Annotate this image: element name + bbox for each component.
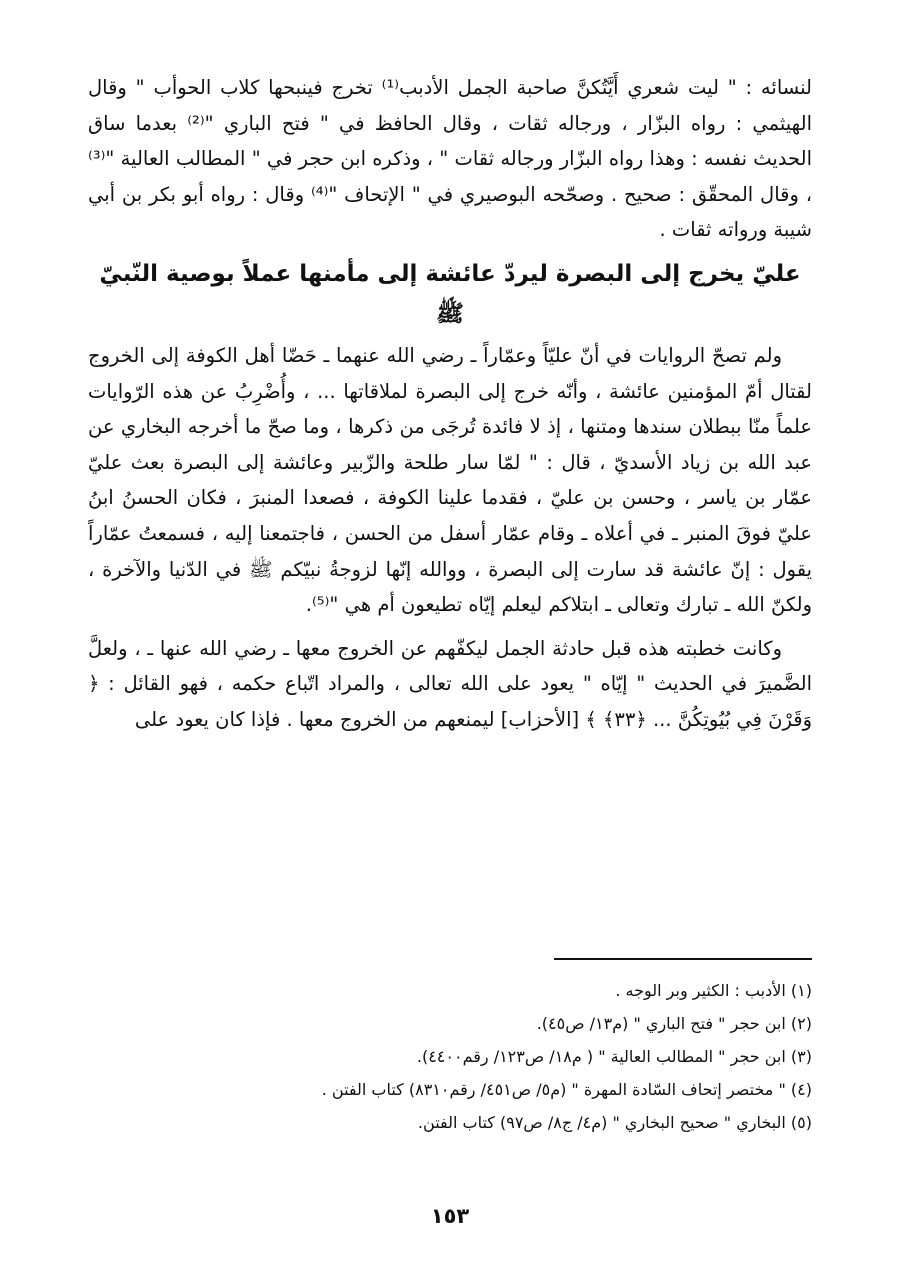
paragraph-1: ولم تصحّ الروايات في أنّ عليّاً وعمّاراً ـ رضي الله عنهما ـ حَضّا أهل الكوفة إلى الخروج لقتال أمّ المؤمنين عائشة ، وأنّه خرج إلى البصرة لملاقاتها ... ، وأُضْرِبُ عن هذه الرّوايات علماً منّا ببطلان سندها ومتنها ، إذ لا فائدة تُرجَى من ذكرها ، وما صحّ ما أخرجه البخاري عن عبد الله بن زياد الأسديّ ، قال : " لمّا سار طلحة والزّبير وعائشة إلى البصرة بعث عليّ عمّار بن ياسر ، وحسن بن عليّ ، فقدما علينا الكوفة ، فصعدا المنبرَ ، فكان الحسنُ ابنُ عليّ فوقَ المنبر ـ في أعلاه ـ وقام عمّار أسفل من الحسن ، فاجتمعنا إليه ، فسمعتُ عمّاراً يقول : إنّ عائشة قد سارت إلى البصرة ، ووالله إنّها لزوجةُ نبيّكم ﷺ في الدّنيا والآخرة ، ولكنّ الله ـ تبارك وتعالى ـ ابتلاكم ليعلم إيّاه تطيعون أم هي "⁽⁵⁾. <box>88 343 812 617</box>
paragraph-2: وكانت خطبته هذه قبل حادثة الجمل ليكفّهم عن الخروج معها ـ رضي الله عنها ـ ، ولعلَّ الضَّميرَ في الحديث " إيّاه " يعود على الله تعالى ، والمراد اتّباع حكمه ، فهو القائل : ﴿ وَقَرْنَ فِي بُيُوتِكُنَّ ... ﴿٣٣﴾ ﴾ [الأحزاب] ليمنعهم من الخروج معها . فإذا كان يعود على <box>88 636 812 731</box>
section-heading: عليّ يخرج إلى البصرة ليردّ عائشة إلى مأمنها عملاً بوصية النّبيّ ﷺ <box>99 260 801 327</box>
intro-paragraph: لنسائه : " ليت شعري أَيَّتُكنَّ صاحبة الجمل الأدبب⁽¹⁾ تخرج فينبحها كلاب الحوأب " وقال الهيثمي : رواه البزّار ، ورجاله ثقات ، وقال الحافظ في " فتح الباري "⁽²⁾ بعدما ساق الحديث نفسه : وهذا رواه البزّار ورجاله ثقات " ، وذكره ابن حجر في " المطالب العالية "⁽³⁾ ، وقال المحقّق : صحيح . وصحّحه البوصيري في " الإتحاف "⁽⁴⁾ وقال : رواه أبو بكر بن أبي شيبة ورواته ثقات . <box>88 76 812 242</box>
footnote-1: (١) الأدبب : الكثير وبر الوجه . <box>615 981 812 1000</box>
footnotes <box>88 974 812 1139</box>
page-number: ١٥٣ <box>430 1204 470 1228</box>
footnote-4: (٤) " مختصر إتحاف السّادة المهرة " (م٥/ ص٤٥١/ رقم٨٣١٠) كتاب الفتن . <box>321 1080 812 1099</box>
footnote-5: (٥) البخاري " صحيح البخاري " (م٤/ ج٨/ ص٩٧) كتاب الفتن. <box>417 1113 812 1132</box>
footnote-divider <box>554 958 812 960</box>
footnote-2: (٢) ابن حجر " فتح الباري " (م١٣/ ص٤٥). <box>536 1014 812 1033</box>
main-text <box>88 70 812 738</box>
footnote-3: (٣) ابن حجر " المطالب العالية " ( م١٨/ ص١٢٣/ رقم٤٤٠٠). <box>416 1047 812 1066</box>
